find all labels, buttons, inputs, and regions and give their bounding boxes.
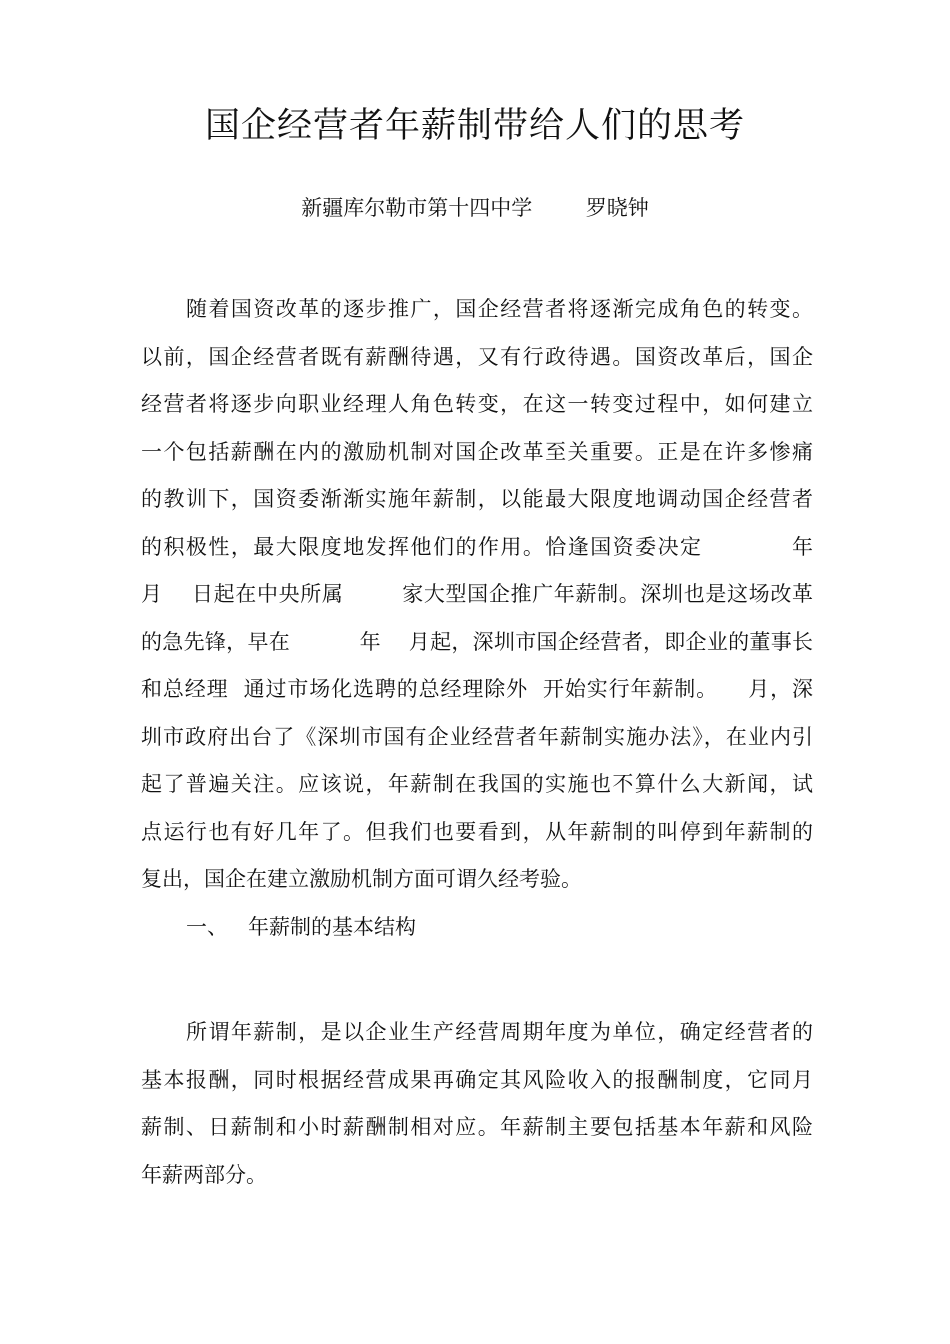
paragraph-1-line: 和总经理 通过市场化选聘的总经理除外 开始实行年薪制。 月，深 <box>141 677 813 701</box>
paragraph-2-line: 薪制、日薪制和小时薪酬制相对应。年薪制主要包括基本年薪和风险 <box>141 1115 813 1139</box>
paragraph-1-line: 经营者将逐步向职业经理人角色转变，在这一转变过程中，如何建立 <box>141 392 813 416</box>
paragraph-1-line: 的教训下，国资委渐渐实施年薪制，以能最大限度地调动国企经营者 <box>141 487 813 511</box>
section-heading: 一、 年薪制的基本结构 <box>186 915 417 939</box>
author-byline: 新疆库尔勒市第十四中学 罗晓钟 <box>301 196 649 220</box>
paragraph-1-line: 起了普遍关注。应该说，年薪制在我国的实施也不算什么大新闻，试 <box>141 772 813 796</box>
paragraph-1-line: 一个包括薪酬在内的激励机制对国企改革至关重要。正是在许多惨痛 <box>141 440 813 464</box>
paragraph-1-line: 的积极性，最大限度地发挥他们的作用。恰逢国资委决定 年 <box>141 535 813 559</box>
paragraph-1-line: 复出，国企在建立激励机制方面可谓久经考验。 <box>141 867 582 891</box>
paragraph-1-line: 以前，国企经营者既有薪酬待遇，又有行政待遇。国资改革后，国企 <box>141 345 813 369</box>
paragraph-1-line: 随着国资改革的逐步推广，国企经营者将逐渐完成角色的转变。 <box>186 297 813 321</box>
paragraph-2-line: 基本报酬，同时根据经营成果再确定其风险收入的报酬制度，它同月 <box>141 1068 813 1092</box>
paragraph-1-line: 圳市政府出台了《深圳市国有企业经营者年薪制实施办法》，在业内引 <box>141 725 813 749</box>
paragraph-1-line: 点运行也有好几年了。但我们也要看到，从年薪制的叫停到年薪制的 <box>141 820 813 844</box>
paragraph-2-line: 年薪两部分。 <box>141 1163 267 1187</box>
document-title: 国企经营者年薪制带给人们的思考 <box>204 106 745 146</box>
paragraph-2-line: 所谓年薪制，是以企业生产经营周期年度为单位，确定经营者的 <box>186 1020 813 1044</box>
paragraph-1-line: 的急先锋，早在 年 月起，深圳市国企经营者，即企业的董事长 <box>141 630 813 654</box>
paragraph-1-line: 月 日起在中央所属 家大型国企推广年薪制。深圳也是这场改革 <box>141 582 813 606</box>
